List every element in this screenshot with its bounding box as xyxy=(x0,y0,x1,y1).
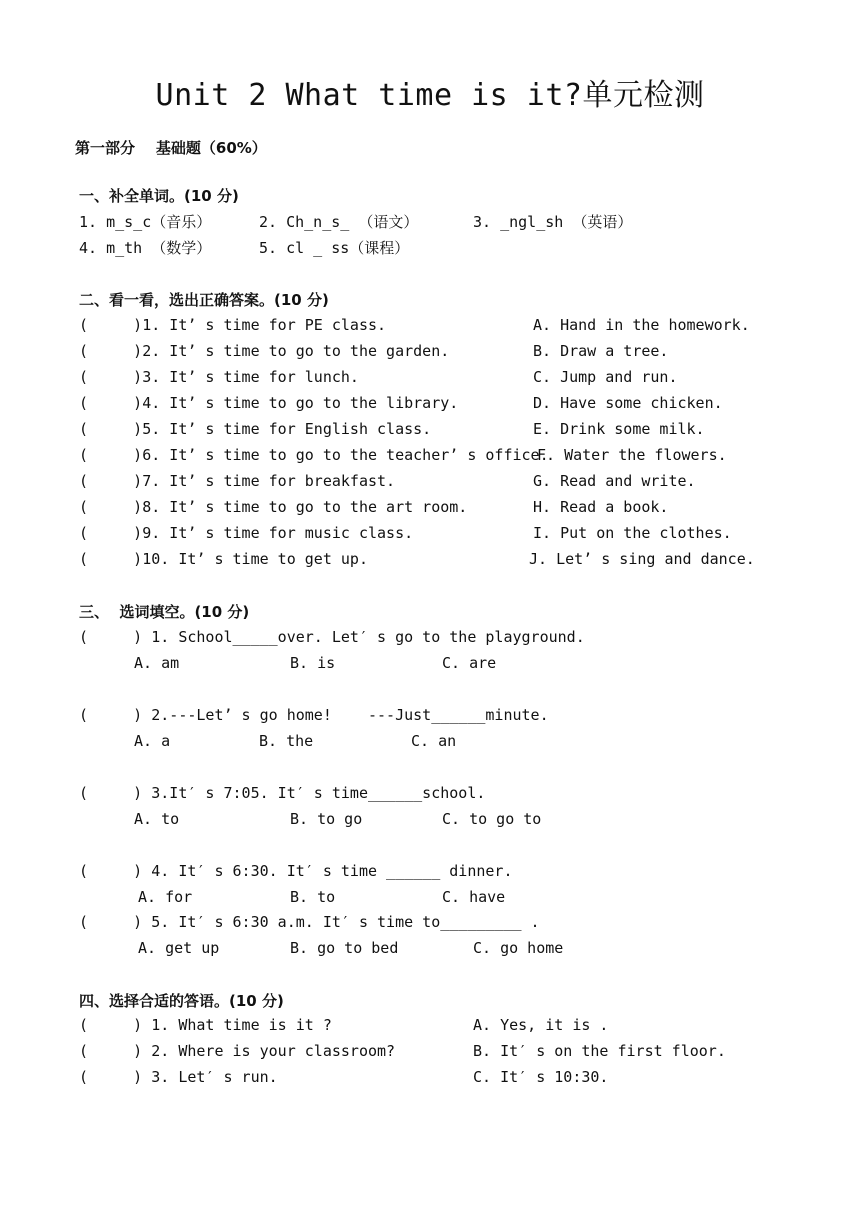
match-answer: C. Jump and run. xyxy=(533,368,678,386)
word-item: 2. Ch_n_s_ （语文） xyxy=(259,213,419,231)
word-item: 4. m_th （数学） xyxy=(79,239,212,257)
match-question: ( )3. It’ s time for lunch. xyxy=(79,368,359,386)
match-answer: A. Hand in the homework. xyxy=(533,316,750,334)
option: B. to xyxy=(290,888,336,906)
match-question: ( )9. It’ s time for music class. xyxy=(79,524,414,542)
option: A. to xyxy=(134,810,180,828)
word-item: 1. m_s_c（音乐） xyxy=(79,213,212,231)
option: A. am xyxy=(134,654,180,672)
reply-question: ( ) 3. Let′ s run. xyxy=(79,1068,278,1086)
match-answer: I. Put on the clothes. xyxy=(533,524,732,542)
match-question: ( )10. It’ s time to get up. xyxy=(79,550,368,568)
match-answer: F. Water the flowers. xyxy=(537,446,727,464)
fill-question: ( ) 2.---Let’ s go home! ---Just______minute. xyxy=(79,706,549,724)
fill-question: ( ) 4. It′ s 6:30. It′ s time ______ dinner. xyxy=(79,862,513,880)
reply-answer: A. Yes, it is . xyxy=(473,1016,609,1034)
match-question: ( )7. It’ s time for breakfast. xyxy=(79,472,396,490)
match-answer: B. Draw a tree. xyxy=(533,342,669,360)
option: B. to go xyxy=(290,810,363,828)
fill-question: ( ) 1. School_____over. Let′ s go to the playground. xyxy=(79,628,585,646)
match-question: ( )6. It’ s time to go to the teacher’ s office. xyxy=(79,446,549,464)
reply-question: ( ) 2. Where is your classroom? xyxy=(79,1042,396,1060)
match-answer: G. Read and write. xyxy=(533,472,696,490)
match-question: ( )8. It’ s time to go to the art room. xyxy=(79,498,468,516)
option: A. for xyxy=(138,888,193,906)
option: C. go home xyxy=(473,939,564,957)
option: B. the xyxy=(259,732,314,750)
page-title: Unit 2 What time is it?单元检测 xyxy=(155,78,705,113)
part-heading: 第一部分 基础题（60%） xyxy=(75,139,267,157)
reply-answer: C. It′ s 10:30. xyxy=(473,1068,609,1086)
fill-question: ( ) 3.It′ s 7:05. It′ s time______school. xyxy=(79,784,486,802)
match-question: ( )5. It’ s time for English class. xyxy=(79,420,432,438)
section-4-heading: 四、选择合适的答语。(10 分) xyxy=(79,992,284,1010)
match-answer: E. Drink some milk. xyxy=(533,420,705,438)
fill-question: ( ) 5. It′ s 6:30 a.m. It′ s time to_________ . xyxy=(79,913,540,931)
reply-answer: B. It′ s on the first floor. xyxy=(473,1042,726,1060)
match-question: ( )4. It’ s time to go to the library. xyxy=(79,394,459,412)
option: B. is xyxy=(290,654,336,672)
option: A. a xyxy=(134,732,171,750)
word-item: 5. cl _ ss（课程） xyxy=(259,239,410,257)
option: C. are xyxy=(442,654,497,672)
match-question: ( )2. It’ s time to go to the garden. xyxy=(79,342,450,360)
match-answer: D. Have some chicken. xyxy=(533,394,723,412)
reply-question: ( ) 1. What time is it ? xyxy=(79,1016,332,1034)
option: A. get up xyxy=(138,939,220,957)
word-item: 3. _ngl_sh （英语） xyxy=(473,213,633,231)
section-2-heading: 二、看一看，选出正确答案。(10 分) xyxy=(79,291,329,309)
match-answer: J. Let’ s sing and dance. xyxy=(529,550,755,568)
option: C. have xyxy=(442,888,506,906)
match-answer: H. Read a book. xyxy=(533,498,669,516)
section-3-heading: 三、 选词填空。(10 分) xyxy=(79,603,250,621)
section-1-heading: 一、补全单词。(10 分) xyxy=(79,187,239,205)
option: C. to go to xyxy=(442,810,542,828)
match-question: ( )1. It’ s time for PE class. xyxy=(79,316,387,334)
option: C. an xyxy=(411,732,457,750)
option: B. go to bed xyxy=(290,939,399,957)
